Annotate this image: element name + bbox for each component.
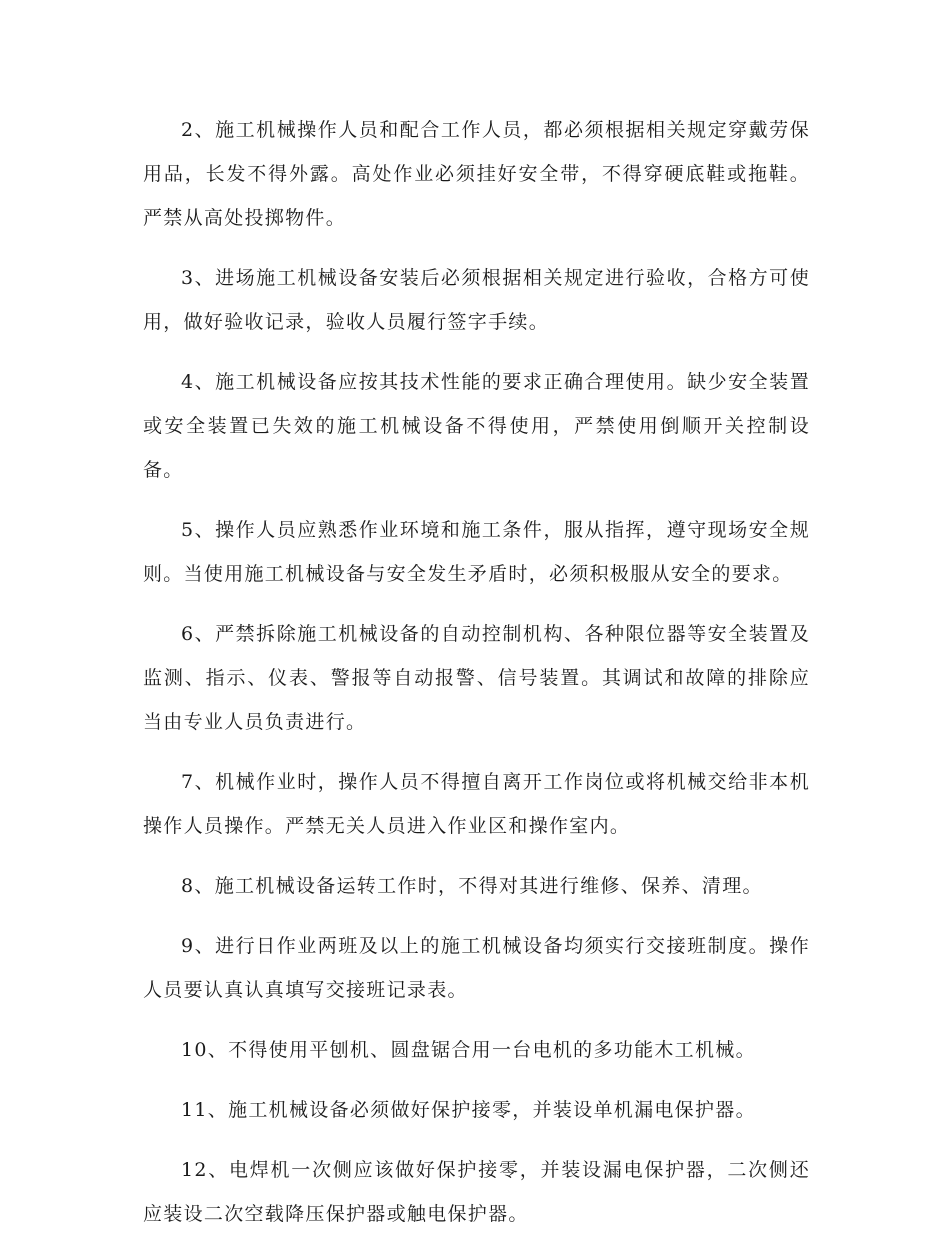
paragraph-item-12: 12、电焊机一次侧应该做好保护接零，并装设漏电保护器，二次侧还应装设二次空载降压保护器或触电保护器。 (143, 1159, 810, 1225)
paragraph-item-2: 2、施工机械操作人员和配合工作人员，都必须根据相关规定穿戴劳保用品，长发不得外露。高处作业必须挂好安全带，不得穿硬底鞋或拖鞋。严禁从高处投掷物件。 (143, 119, 810, 229)
paragraph-item-10: 10、不得使用平刨机、圆盘锯合用一台电机的多功能木工机械。 (181, 1039, 756, 1061)
paragraph-item-7: 7、机械作业时，操作人员不得擅自离开工作岗位或将机械交给非本机操作人员操作。严禁无关人员进入作业区和操作室内。 (143, 771, 810, 837)
paragraph-item-6: 6、严禁拆除施工机械设备的自动控制机构、各种限位器等安全装置及监测、指示、仪表、警报等自动报警、信号装置。其调试和故障的排除应当由专业人员负责进行。 (143, 623, 810, 733)
paragraph-item-5: 5、操作人员应熟悉作业环境和施工条件，服从指挥，遵守现场安全规则。当使用施工机械设备与安全发生矛盾时，必须积极服从安全的要求。 (143, 519, 810, 585)
paragraph-item-4: 4、施工机械设备应按其技术性能的要求正确合理使用。缺少安全装置或安全装置已失效的施工机械设备不得使用，严禁使用倒顺开关控制设备。 (143, 371, 810, 481)
paragraph-item-3: 3、进场施工机械设备安装后必须根据相关规定进行验收，合格方可使用，做好验收记录，验收人员履行签字手续。 (143, 267, 810, 333)
document-body (143, 108, 810, 1252)
paragraph-item-11: 11、施工机械设备必须做好保护接零，并装设单机漏电保护器。 (181, 1099, 756, 1121)
paragraph-item-9: 9、进行日作业两班及以上的施工机械设备均须实行交接班制度。操作人员要认真认真填写交接班记录表。 (143, 935, 810, 1001)
paragraph-item-8: 8、施工机械设备运转工作时，不得对其进行维修、保养、清理。 (181, 875, 763, 897)
